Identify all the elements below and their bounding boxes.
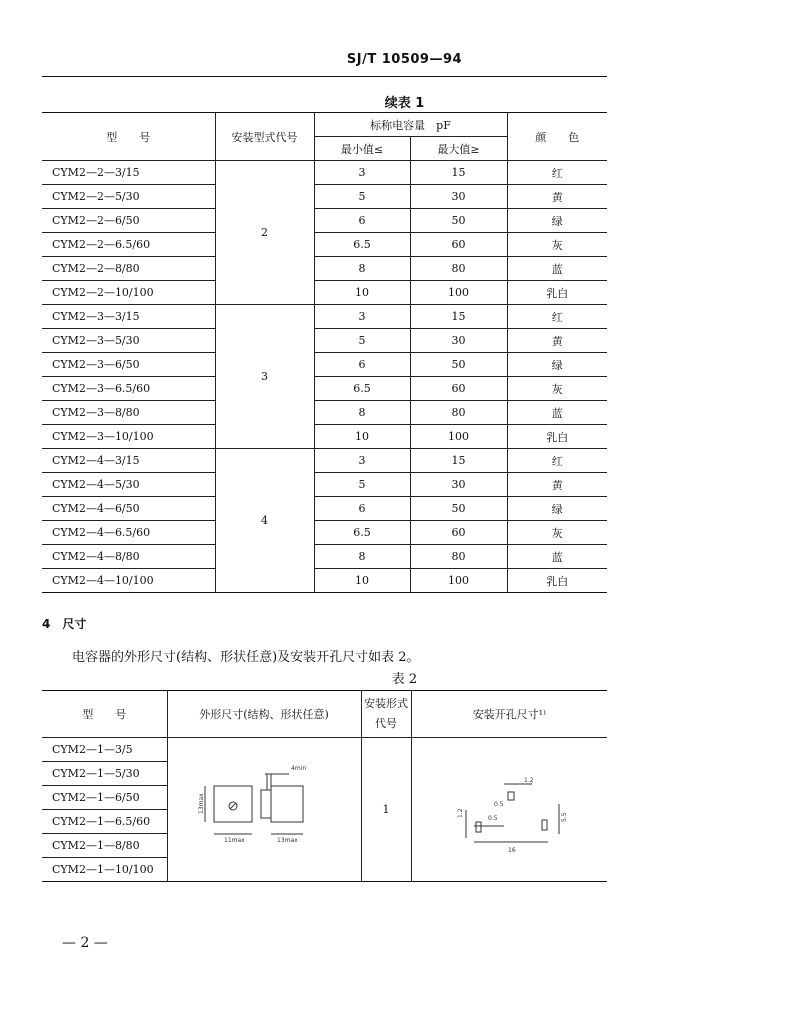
min-cell: 3 bbox=[314, 449, 410, 473]
color-cell: 乳白 bbox=[507, 425, 607, 449]
model-cell: CYM2—3—6/50 bbox=[42, 353, 215, 377]
section-4-paragraph: 电容器的外形尺寸(结构、形状任意)及安装开孔尺寸如表 2。 bbox=[72, 650, 420, 665]
mount-cell: 2 bbox=[215, 161, 314, 305]
color-cell: 红 bbox=[507, 305, 607, 329]
model-cell: CYM2—2—5/30 bbox=[42, 185, 215, 209]
hole-label-a: 1.2 bbox=[524, 777, 534, 784]
max-cell: 100 bbox=[410, 569, 507, 593]
max-cell: 15 bbox=[410, 449, 507, 473]
color-cell: 绿 bbox=[507, 209, 607, 233]
min-cell: 6 bbox=[314, 353, 410, 377]
color-cell: 黄 bbox=[507, 329, 607, 353]
mount-code-cell: 1 bbox=[361, 738, 411, 882]
table-row bbox=[42, 473, 607, 497]
max-cell: 80 bbox=[410, 545, 507, 569]
max-cell: 30 bbox=[410, 473, 507, 497]
header-rule bbox=[42, 76, 607, 77]
model-cell: CYM2—2—3/15 bbox=[42, 161, 215, 185]
max-cell: 30 bbox=[410, 329, 507, 353]
table1-caption: 续表 1 bbox=[384, 96, 425, 111]
min-cell: 5 bbox=[314, 473, 410, 497]
color-cell: 绿 bbox=[507, 353, 607, 377]
color-cell: 蓝 bbox=[507, 257, 607, 281]
mount-cell: 4 bbox=[215, 449, 314, 593]
model-cell: CYM2—3—6.5/60 bbox=[42, 377, 215, 401]
mount-cell: 3 bbox=[215, 305, 314, 449]
min-cell: 3 bbox=[314, 305, 410, 329]
model-cell: CYM2—3—3/15 bbox=[42, 305, 215, 329]
color-cell: 灰 bbox=[507, 233, 607, 257]
max-cell: 50 bbox=[410, 209, 507, 233]
table-row bbox=[42, 401, 607, 425]
model-cell: CYM2—2—8/80 bbox=[42, 257, 215, 281]
model-cell: CYM2—2—6.5/60 bbox=[42, 233, 215, 257]
table-row bbox=[42, 353, 607, 377]
table-row bbox=[42, 545, 607, 569]
hole-drawing bbox=[414, 738, 604, 878]
hole-label-f: 16 bbox=[508, 847, 516, 854]
max-cell: 50 bbox=[410, 497, 507, 521]
color-cell: 红 bbox=[507, 161, 607, 185]
table-row bbox=[42, 738, 607, 762]
color-cell: 红 bbox=[507, 449, 607, 473]
col-model-header: 型 号 bbox=[42, 113, 215, 161]
max-cell: 100 bbox=[410, 425, 507, 449]
table-row bbox=[42, 569, 607, 593]
max-cell: 60 bbox=[410, 233, 507, 257]
min-cell: 6.5 bbox=[314, 233, 410, 257]
min-cell: 6 bbox=[314, 497, 410, 521]
min-cell: 6.5 bbox=[314, 377, 410, 401]
model-cell: CYM2—1—5/30 bbox=[42, 762, 167, 786]
model-cell: CYM2—4—5/30 bbox=[42, 473, 215, 497]
t2-col-mount-header: 安装形式代号 bbox=[361, 691, 411, 738]
section-4-heading: 4 尺寸 bbox=[42, 617, 87, 631]
model-cell: CYM2—4—10/100 bbox=[42, 569, 215, 593]
table-row bbox=[42, 233, 607, 257]
min-cell: 8 bbox=[314, 257, 410, 281]
min-cell: 10 bbox=[314, 425, 410, 449]
hole-label-c: 1.2 bbox=[457, 808, 465, 818]
outline-drawing-cell bbox=[167, 738, 361, 882]
hole-label-b: 0.5 bbox=[494, 801, 504, 808]
max-cell: 50 bbox=[410, 353, 507, 377]
capacitance-table bbox=[42, 112, 607, 593]
color-cell: 黄 bbox=[507, 473, 607, 497]
table-row bbox=[42, 257, 607, 281]
model-cell: CYM2—3—8/80 bbox=[42, 401, 215, 425]
table-row bbox=[42, 329, 607, 353]
model-cell: CYM2—1—3/5 bbox=[42, 738, 167, 762]
table-row bbox=[42, 281, 607, 305]
t2-col-model-header: 型 号 bbox=[42, 691, 167, 738]
model-cell: CYM2—1—8/80 bbox=[42, 834, 167, 858]
min-cell: 6.5 bbox=[314, 521, 410, 545]
col-mount-header: 安装型式代号 bbox=[215, 113, 314, 161]
table-row bbox=[42, 449, 607, 473]
min-cell: 6 bbox=[314, 209, 410, 233]
min-cell: 10 bbox=[314, 569, 410, 593]
model-cell: CYM2—4—8/80 bbox=[42, 545, 215, 569]
color-cell: 乳白 bbox=[507, 281, 607, 305]
model-cell: CYM2—1—10/100 bbox=[42, 858, 167, 882]
outline-label-t: 4min bbox=[291, 765, 307, 772]
col-color-header: 颜 色 bbox=[507, 113, 607, 161]
model-cell: CYM2—4—6/50 bbox=[42, 497, 215, 521]
table-row bbox=[42, 377, 607, 401]
outline-drawing bbox=[169, 738, 359, 878]
t2-col-outline-header: 外形尺寸(结构、形状任意) bbox=[167, 691, 361, 738]
min-cell: 3 bbox=[314, 161, 410, 185]
model-cell: CYM2—1—6/50 bbox=[42, 786, 167, 810]
table-row bbox=[42, 185, 607, 209]
table2-caption: 表 2 bbox=[391, 672, 418, 687]
color-cell: 灰 bbox=[507, 521, 607, 545]
table-row bbox=[42, 209, 607, 233]
color-cell: 蓝 bbox=[507, 545, 607, 569]
min-cell: 8 bbox=[314, 401, 410, 425]
outline-label-w1: 11max bbox=[224, 837, 245, 844]
model-cell: CYM2—4—6.5/60 bbox=[42, 521, 215, 545]
color-cell: 绿 bbox=[507, 497, 607, 521]
hole-label-e: 5.5 bbox=[561, 812, 569, 822]
min-cell: 8 bbox=[314, 545, 410, 569]
color-cell: 黄 bbox=[507, 185, 607, 209]
max-cell: 80 bbox=[410, 257, 507, 281]
t2-col-hole-header: 安装开孔尺寸¹⁾ bbox=[411, 691, 607, 738]
table-row bbox=[42, 425, 607, 449]
color-cell: 乳白 bbox=[507, 569, 607, 593]
hole-label-d: 0.5 bbox=[488, 815, 498, 822]
dimensions-table bbox=[42, 690, 607, 882]
min-cell: 5 bbox=[314, 329, 410, 353]
outline-label-w2: 13max bbox=[277, 837, 298, 844]
max-cell: 15 bbox=[410, 305, 507, 329]
model-cell: CYM2—3—10/100 bbox=[42, 425, 215, 449]
outline-label-h: 13max bbox=[198, 793, 205, 814]
max-cell: 80 bbox=[410, 401, 507, 425]
model-cell: CYM2—1—6.5/60 bbox=[42, 810, 167, 834]
col-capacitance-header: 标称电容量 pF bbox=[314, 113, 507, 137]
min-cell: 10 bbox=[314, 281, 410, 305]
document-id: SJ/T 10509—94 bbox=[346, 52, 463, 67]
model-cell: CYM2—2—6/50 bbox=[42, 209, 215, 233]
hole-drawing-cell bbox=[411, 738, 607, 882]
col-max-header: 最大值≥ bbox=[410, 137, 507, 161]
model-cell: CYM2—2—10/100 bbox=[42, 281, 215, 305]
min-cell: 5 bbox=[314, 185, 410, 209]
model-cell: CYM2—3—5/30 bbox=[42, 329, 215, 353]
max-cell: 15 bbox=[410, 161, 507, 185]
max-cell: 60 bbox=[410, 521, 507, 545]
page-number: — 2 — bbox=[62, 935, 108, 951]
table-row bbox=[42, 521, 607, 545]
max-cell: 30 bbox=[410, 185, 507, 209]
max-cell: 60 bbox=[410, 377, 507, 401]
col-min-header: 最小值≤ bbox=[314, 137, 410, 161]
table-row bbox=[42, 305, 607, 329]
color-cell: 蓝 bbox=[507, 401, 607, 425]
color-cell: 灰 bbox=[507, 377, 607, 401]
table-row bbox=[42, 497, 607, 521]
model-cell: CYM2—4—3/15 bbox=[42, 449, 215, 473]
table-row bbox=[42, 161, 607, 185]
max-cell: 100 bbox=[410, 281, 507, 305]
